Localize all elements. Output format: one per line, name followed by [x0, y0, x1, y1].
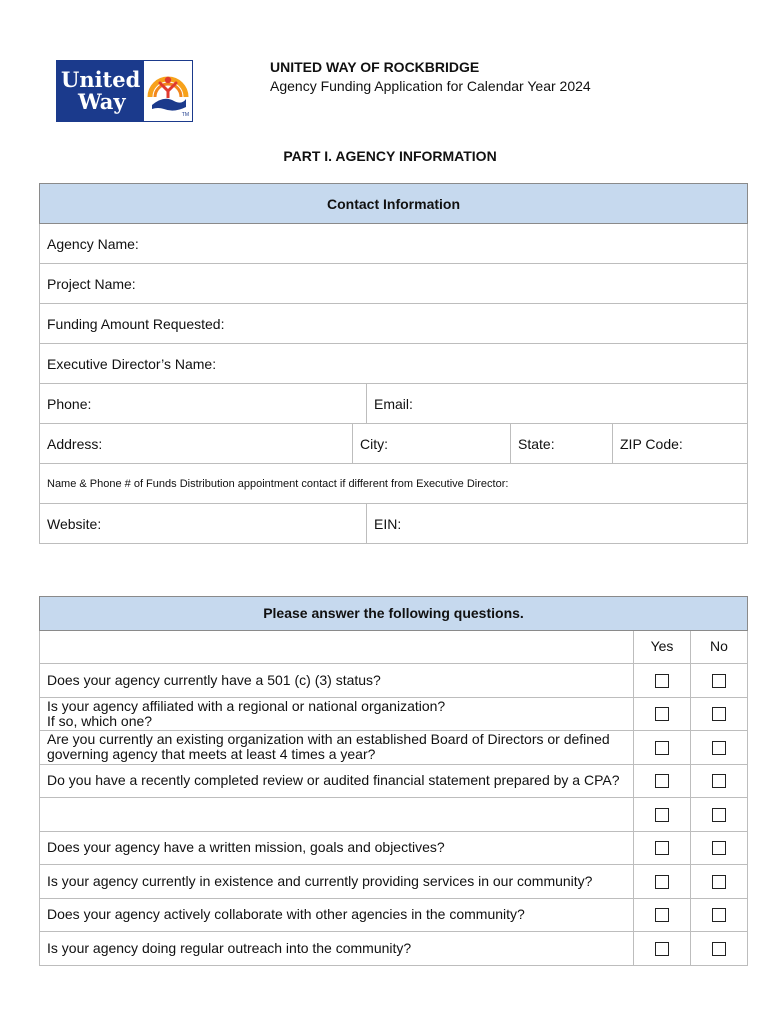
yes-checkbox[interactable]: [655, 808, 669, 822]
city-field[interactable]: City:: [353, 424, 511, 464]
question-text: Is your agency doing regular outreach into the community?: [40, 932, 634, 966]
logo-word-way: Way: [78, 89, 126, 114]
yes-checkbox[interactable]: [655, 707, 669, 721]
organization-title: UNITED WAY OF ROCKBRIDGE: [270, 59, 480, 75]
no-checkbox[interactable]: [712, 741, 726, 755]
question-row: [40, 831, 748, 865]
yes-checkbox[interactable]: [655, 908, 669, 922]
address-field[interactable]: Address:: [40, 424, 353, 464]
questions-blank-header: [40, 630, 634, 664]
state-field[interactable]: State:: [511, 424, 613, 464]
trademark-mark: TM: [181, 112, 189, 118]
question-text: Are you currently an existing organization with an established Board of Directors or defined governing agency that meets at least 4 times a year?: [40, 731, 634, 765]
yes-checkbox[interactable]: [655, 774, 669, 788]
project-name-field[interactable]: Project Name:: [40, 264, 748, 304]
logo-wordmark: [57, 61, 144, 121]
executive-director-field[interactable]: Executive Director’s Name:: [40, 344, 748, 384]
funding-amount-field[interactable]: Funding Amount Requested:: [40, 304, 748, 344]
no-checkbox[interactable]: [712, 674, 726, 688]
question-row: [40, 898, 748, 932]
question-row: [40, 865, 748, 899]
question-row: [40, 798, 748, 832]
yes-checkbox[interactable]: [655, 875, 669, 889]
question-text: Is your agency affiliated with a regional or national organization? If so, which one?: [40, 697, 634, 731]
question-text: [40, 798, 634, 832]
no-checkbox[interactable]: [712, 774, 726, 788]
part-title: PART I. AGENCY INFORMATION: [283, 148, 497, 164]
yes-checkbox[interactable]: [655, 841, 669, 855]
ein-field[interactable]: EIN:: [367, 504, 748, 544]
no-checkbox[interactable]: [712, 942, 726, 956]
funds-distribution-contact-field[interactable]: Name & Phone # of Funds Distribution appointment contact if different from Executive Director:: [40, 464, 748, 504]
yes-checkbox[interactable]: [655, 942, 669, 956]
question-row: [40, 932, 748, 966]
hand-person-rainbow-icon: [144, 63, 192, 119]
email-field[interactable]: Email:: [367, 384, 748, 424]
question-text: Does your agency actively collaborate with other agencies in the community?: [40, 898, 634, 932]
question-row: [40, 764, 748, 798]
application-subtitle: Agency Funding Application for Calendar Year 2024: [270, 78, 591, 94]
no-checkbox[interactable]: [712, 841, 726, 855]
no-checkbox[interactable]: [712, 707, 726, 721]
question-text: Does your agency have a written mission, goals and objectives?: [40, 831, 634, 865]
yes-column-header: Yes: [634, 630, 691, 664]
zip-code-field[interactable]: ZIP Code:: [613, 424, 748, 464]
questions-table: [39, 596, 748, 966]
phone-field[interactable]: Phone:: [40, 384, 367, 424]
no-checkbox[interactable]: [712, 908, 726, 922]
united-way-logo: [56, 60, 193, 122]
question-text: Do you have a recently completed review or audited financial statement prepared by a CPA?: [40, 764, 634, 798]
logo-word-united: United: [61, 67, 141, 92]
question-row: [40, 664, 748, 698]
contact-heading: Contact Information: [40, 184, 748, 224]
agency-name-field[interactable]: Agency Name:: [40, 224, 748, 264]
no-checkbox[interactable]: [712, 875, 726, 889]
no-column-header: No: [691, 630, 748, 664]
yes-checkbox[interactable]: [655, 741, 669, 755]
logo-emblem: [144, 61, 192, 121]
contact-information-table: [39, 183, 748, 544]
questions-heading: Please answer the following questions.: [40, 597, 748, 631]
yes-checkbox[interactable]: [655, 674, 669, 688]
question-row: [40, 731, 748, 765]
no-checkbox[interactable]: [712, 808, 726, 822]
question-row: [40, 697, 748, 731]
website-field[interactable]: Website:: [40, 504, 367, 544]
question-text: Is your agency currently in existence and currently providing services in our community?: [40, 865, 634, 899]
question-text: Does your agency currently have a 501 (c) (3) status?: [40, 664, 634, 698]
